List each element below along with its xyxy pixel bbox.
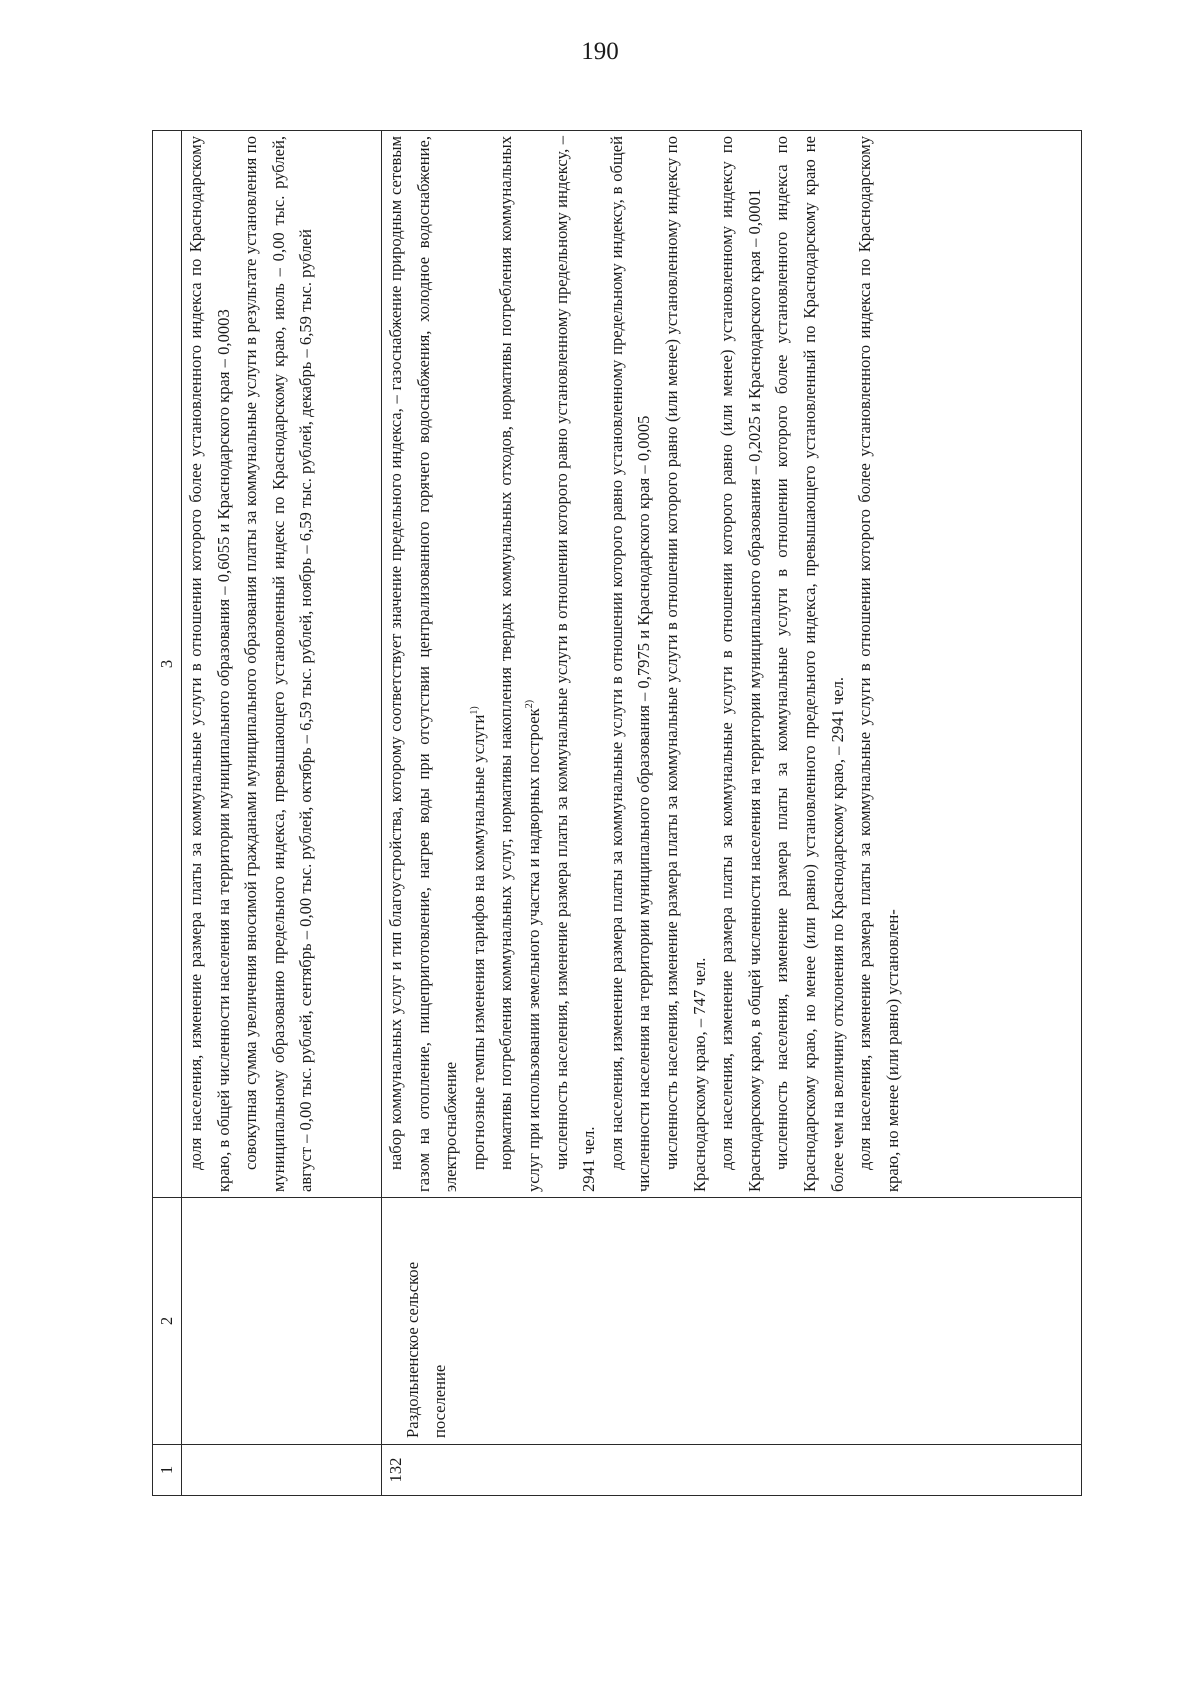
footnote-2: 2): [523, 699, 535, 709]
paragraph-share-equal: доля населения, изменение размера платы за коммунальные услуги в отношении которого равно установленному предельному индексу, в общей численности населения на территории муниципального образования – 0,7975 и Краснодарского края – 0,0005: [606, 136, 654, 1192]
cell-indicators: [382, 131, 1082, 1198]
paragraph-population-less: численность населения, изменение размера платы за коммунальные услуги в отношении которого равно (или менее) установленному индексу по Краснодарскому краю, – 747 чел.: [661, 136, 709, 1192]
paragraph-norms: [492, 136, 547, 1192]
paragraph-service-set: набор коммунальных услуг и тип благоустройства, которому соответствует значение предельного индекса, – газоснабжение природным сетевым газом на отопление, пищеприготовление, нагрев воды при отсутствии централизованного горячего водоснабжения, холодное водоснабжение, электроснабжение: [386, 136, 461, 1192]
rotated-table-container: [152, 130, 1082, 1496]
municipality-name: Раздольненское сельское поселение: [402, 1261, 450, 1438]
page-number: 190: [581, 38, 619, 65]
paragraph-population-share: доля населения, изменение размера платы за коммунальные услуги в отношении которого более установленного индекса по Краснодарскому краю, в общей численности населения на территории муниципального образования – 0,6055 и Краснодарского края – 0,0003: [186, 136, 233, 1192]
cell-municipality-name: [382, 1198, 1082, 1445]
table-row-continued: [182, 131, 382, 1496]
cell-number-empty: [182, 1445, 382, 1496]
cell-name-empty: [182, 1198, 382, 1445]
paragraph-population-equal: численность населения, изменение размера платы за коммунальные услуги в отношении которого равно установленному предельному индексу, – 2941 чел.: [551, 136, 599, 1192]
table-row-132: [382, 131, 1082, 1496]
paragraph-tariff-rates: [465, 136, 493, 1192]
paragraph-total-increase: совокупная сумма увеличения вносимой гражданами муниципального образования платы за коммунальные услуги в результате установления по муниципальному образованию предельного индекса, превышающего установленный индекс по Краснодарскому краю, июль – 0,00 тыс. рублей, август – 0,00 тыс. рублей, сентябрь – 0,00 тыс. рублей, октябрь – 6,59 тыс. рублей, ноябрь – 6,59 тыс. рублей, декабрь – 6,59 тыс. рублей: [241, 136, 316, 1192]
header-col-1: 1: [153, 1445, 182, 1496]
table-header-row: [153, 131, 182, 1496]
paragraph-population-more: численность населения, изменение размера платы за коммунальные услуги в отношении которого более установленного индекса по Краснодарскому краю, но менее (или равно) установленного предельного индекса, превышающего установленный по Краснодарскому краю не более чем на величину отклонения по Краснодарскому краю, – 2941 чел.: [772, 136, 847, 1192]
tariff-rates-text: прогнозные темпы изменения тарифов на коммунальные услуги: [468, 714, 488, 1170]
footnote-1: 1): [468, 706, 480, 715]
municipal-index-table: [152, 130, 1082, 1496]
norms-text: нормативы потребления коммунальных услуг, нормативы накопления твердых коммунальных отходов, нормативы потребления коммунальных услуг при использовании земельного участка и надворных построек: [496, 136, 543, 1192]
paragraph-share-less: доля населения, изменение размера платы за коммунальные услуги в отношении которого равно (или менее) установленному индексу по Краснодарскому краю, в общей численности населения на территории муниципального образования – 0,2025 и Краснодарского края – 0,0001: [717, 136, 764, 1192]
header-col-3: 3: [153, 131, 182, 1198]
cell-indicators-continued: [182, 131, 382, 1198]
header-col-2: 2: [153, 1198, 182, 1445]
cell-number: 132: [382, 1445, 1082, 1496]
paragraph-share-more: доля населения, изменение размера платы за коммунальные услуги в отношении которого более установленного индекса по Краснодарскому краю, но менее (или равно) установлен-: [855, 136, 902, 1192]
